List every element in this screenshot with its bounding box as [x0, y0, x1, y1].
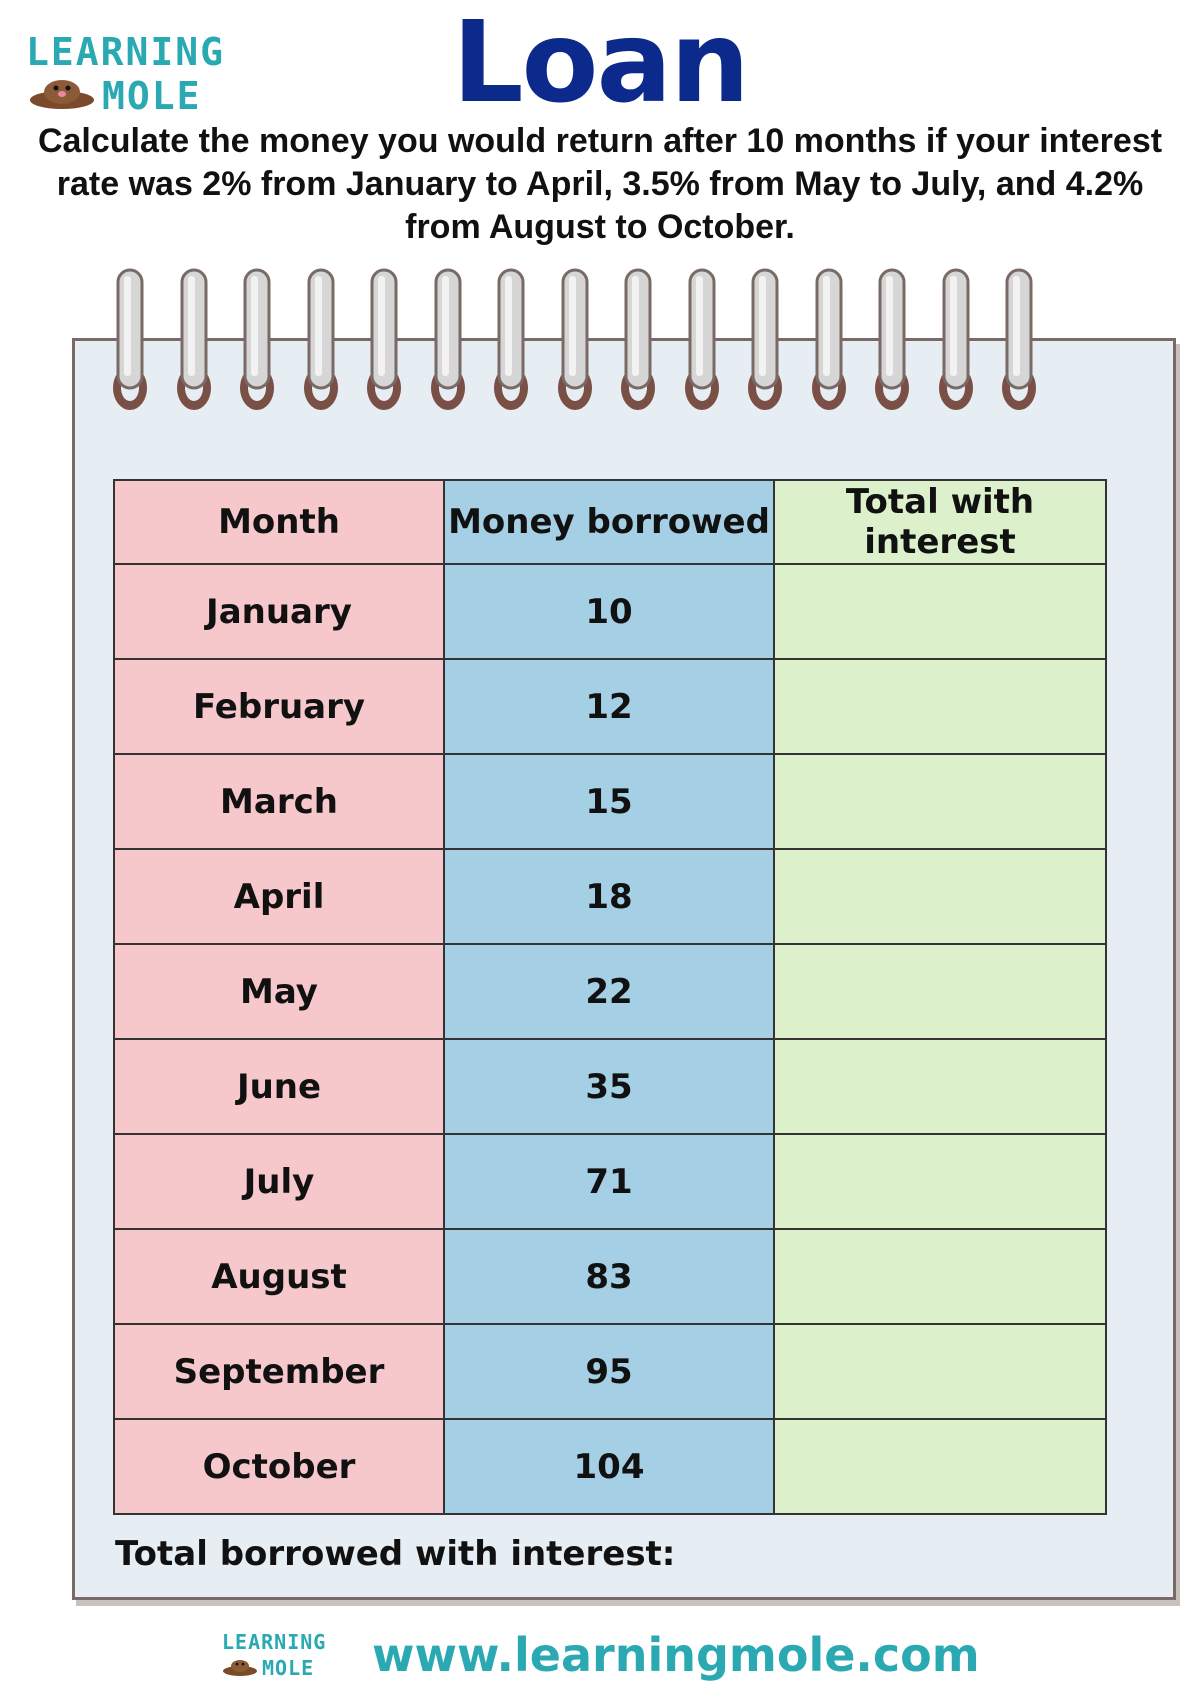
borrowed-cell: 83 — [444, 1229, 774, 1324]
total-answer-cell[interactable] — [774, 1039, 1106, 1134]
total-answer-cell[interactable] — [774, 1229, 1106, 1324]
binding-ring — [237, 266, 277, 416]
table-row — [114, 659, 1106, 754]
binding-ring — [936, 266, 976, 416]
header-money-borrowed: Money borrowed — [444, 480, 774, 564]
total-answer-cell[interactable] — [774, 659, 1106, 754]
total-answer-cell[interactable] — [774, 944, 1106, 1039]
binding-ring — [301, 266, 341, 416]
binding-ring — [110, 266, 150, 416]
website-url[interactable]: www.learningmole.com — [372, 1628, 980, 1682]
table-header-row — [114, 480, 1106, 564]
borrowed-cell: 95 — [444, 1324, 774, 1419]
total-answer-cell[interactable] — [774, 1419, 1106, 1514]
table-row — [114, 944, 1106, 1039]
borrowed-cell: 35 — [444, 1039, 774, 1134]
borrowed-cell: 104 — [444, 1419, 774, 1514]
binding-ring — [555, 266, 595, 416]
month-cell: May — [114, 944, 444, 1039]
binding-ring — [491, 266, 531, 416]
total-answer-cell[interactable] — [774, 564, 1106, 659]
footer-logo — [218, 1630, 328, 1690]
binding-ring — [682, 266, 722, 416]
month-cell: September — [114, 1324, 444, 1419]
month-cell: August — [114, 1229, 444, 1324]
binding-ring — [809, 266, 849, 416]
total-answer-cell[interactable] — [774, 754, 1106, 849]
month-cell: February — [114, 659, 444, 754]
total-answer-cell[interactable] — [774, 1134, 1106, 1229]
binding-ring — [999, 266, 1039, 416]
page-title: Loan — [452, 0, 748, 128]
binding-ring — [618, 266, 658, 416]
table-row — [114, 754, 1106, 849]
month-cell: June — [114, 1039, 444, 1134]
total-answer-cell[interactable] — [774, 1324, 1106, 1419]
binding-ring — [364, 266, 404, 416]
table-row — [114, 1039, 1106, 1134]
table-row — [114, 1229, 1106, 1324]
month-cell: July — [114, 1134, 444, 1229]
table-row — [114, 1134, 1106, 1229]
total-answer-cell[interactable] — [774, 849, 1106, 944]
month-cell: March — [114, 754, 444, 849]
binding-ring — [745, 266, 785, 416]
instructions-text: Calculate the money you would return after 10 months if your interest rate was 2% from January to April, 3.5% from May to July, and 4.2% from August to October. — [37, 122, 1163, 246]
borrowed-cell: 10 — [444, 564, 774, 659]
mole-icon — [222, 1658, 258, 1676]
borrowed-cell: 22 — [444, 944, 774, 1039]
total-borrowed-label: Total borrowed with interest: — [115, 1534, 676, 1574]
binding-ring — [872, 266, 912, 416]
table-row — [114, 1324, 1106, 1419]
borrowed-cell: 71 — [444, 1134, 774, 1229]
table-row — [114, 849, 1106, 944]
header-total-with-interest: Total with interest — [774, 480, 1106, 564]
table-row — [114, 1419, 1106, 1514]
month-cell: April — [114, 849, 444, 944]
month-cell: January — [114, 564, 444, 659]
logo-text-learning: LEARNING — [26, 30, 226, 74]
binding-ring — [174, 266, 214, 416]
table-row — [114, 564, 1106, 659]
borrowed-cell: 15 — [444, 754, 774, 849]
borrowed-cell: 18 — [444, 849, 774, 944]
footer-logo-learning: LEARNING — [222, 1630, 327, 1654]
footer-logo-mole: MOLE — [262, 1656, 315, 1680]
spiral-binding — [110, 266, 1140, 416]
header-month: Month — [114, 480, 444, 564]
borrowed-cell: 12 — [444, 659, 774, 754]
month-cell: October — [114, 1419, 444, 1514]
loan-table — [113, 479, 1107, 1515]
binding-ring — [428, 266, 468, 416]
logo-text-mole: MOLE — [102, 74, 202, 118]
